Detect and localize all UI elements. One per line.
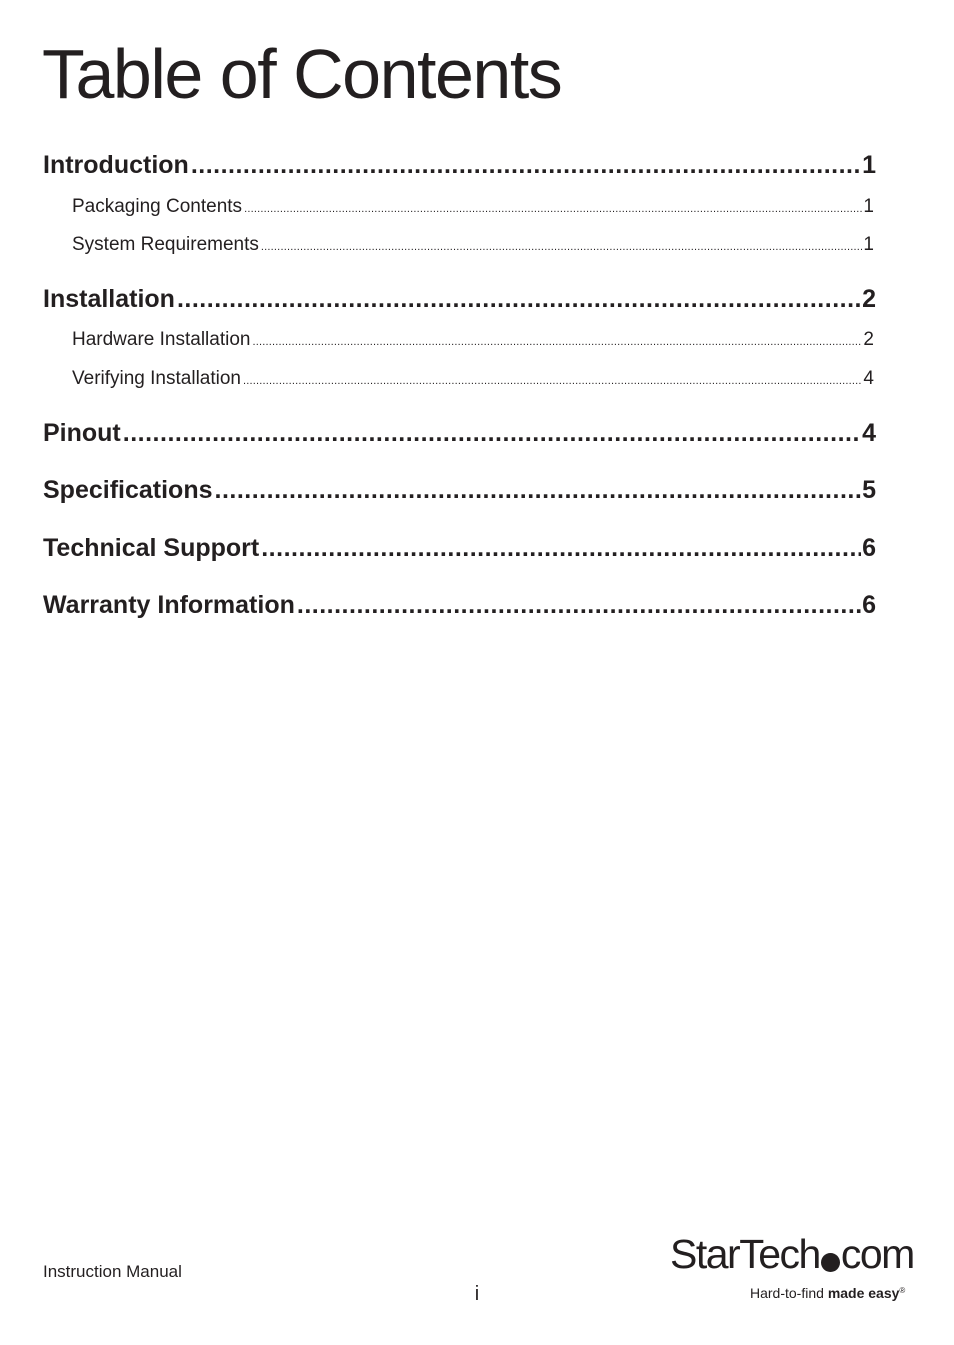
toc-dot-leader xyxy=(215,474,862,506)
toc-entry-label: Installation xyxy=(43,285,175,313)
logo-tagline-bold: made easy xyxy=(827,1285,900,1301)
toc-entry-label: Pinout xyxy=(43,419,121,447)
logo-registered-mark: ® xyxy=(899,1286,906,1295)
startech-logo xyxy=(670,1230,920,1310)
toc-entry-specifications[interactable] xyxy=(43,474,876,506)
toc-entry-label: Specifications xyxy=(43,476,213,504)
toc-entry-label: Introduction xyxy=(43,151,189,179)
toc-entry-installation[interactable] xyxy=(43,283,876,315)
toc-entry-packaging-contents[interactable] xyxy=(72,194,874,222)
toc-entry-verifying-installation[interactable] xyxy=(72,366,874,394)
logo-tagline-regular: Hard-to-find xyxy=(750,1285,824,1301)
toc-entry-page-number: 4 xyxy=(862,419,876,447)
toc-entry-page-number: 1 xyxy=(863,196,874,217)
page-title: Table of Contents xyxy=(42,35,562,113)
logo-wordmark xyxy=(670,1230,914,1278)
toc-dot-leader xyxy=(261,532,861,564)
toc-dot-leader xyxy=(177,283,861,315)
logo-domain-text: com xyxy=(840,1231,914,1277)
toc-dot-leader xyxy=(244,196,862,222)
toc-entry-page-number: 6 xyxy=(862,591,876,619)
toc-entry-page-number: 6 xyxy=(862,534,876,562)
toc-entry-introduction[interactable] xyxy=(43,149,876,181)
logo-brand-text: StarTech xyxy=(670,1231,820,1277)
toc-dot-leader xyxy=(297,589,861,621)
toc-dot-leader xyxy=(123,417,861,449)
toc-entry-label: Packaging Contents xyxy=(72,196,243,217)
toc-entry-page-number: 2 xyxy=(862,285,876,313)
footer-page-number: i xyxy=(474,1283,480,1305)
toc-entry-page-number: 1 xyxy=(862,151,876,179)
toc-entry-warranty-information[interactable] xyxy=(43,589,876,621)
toc-dot-leader xyxy=(252,329,862,355)
footer-manual-label: Instruction Manual xyxy=(43,1262,182,1281)
toc-entry-page-number: 5 xyxy=(862,476,876,504)
toc-entry-label: Hardware Installation xyxy=(72,329,251,350)
toc-entry-hardware-installation[interactable] xyxy=(72,327,874,355)
toc-dot-leader xyxy=(191,149,861,181)
toc-entry-label: System Requirements xyxy=(72,234,259,255)
toc-entry-page-number: 4 xyxy=(863,368,874,389)
toc-entry-label: Warranty Information xyxy=(43,591,295,619)
toc-dot-leader xyxy=(243,368,862,394)
toc-entry-label: Verifying Installation xyxy=(72,368,241,389)
toc-entry-label: Technical Support xyxy=(43,534,260,562)
logo-dot-icon xyxy=(821,1253,840,1272)
toc-dot-leader xyxy=(261,234,863,260)
logo-tagline xyxy=(750,1282,905,1302)
toc-entry-pinout[interactable] xyxy=(43,417,876,449)
toc-entry-page-number: 2 xyxy=(863,329,874,350)
toc-entry-system-requirements[interactable] xyxy=(72,232,874,260)
toc-entry-technical-support[interactable] xyxy=(43,532,876,564)
toc-entry-page-number: 1 xyxy=(863,234,874,255)
